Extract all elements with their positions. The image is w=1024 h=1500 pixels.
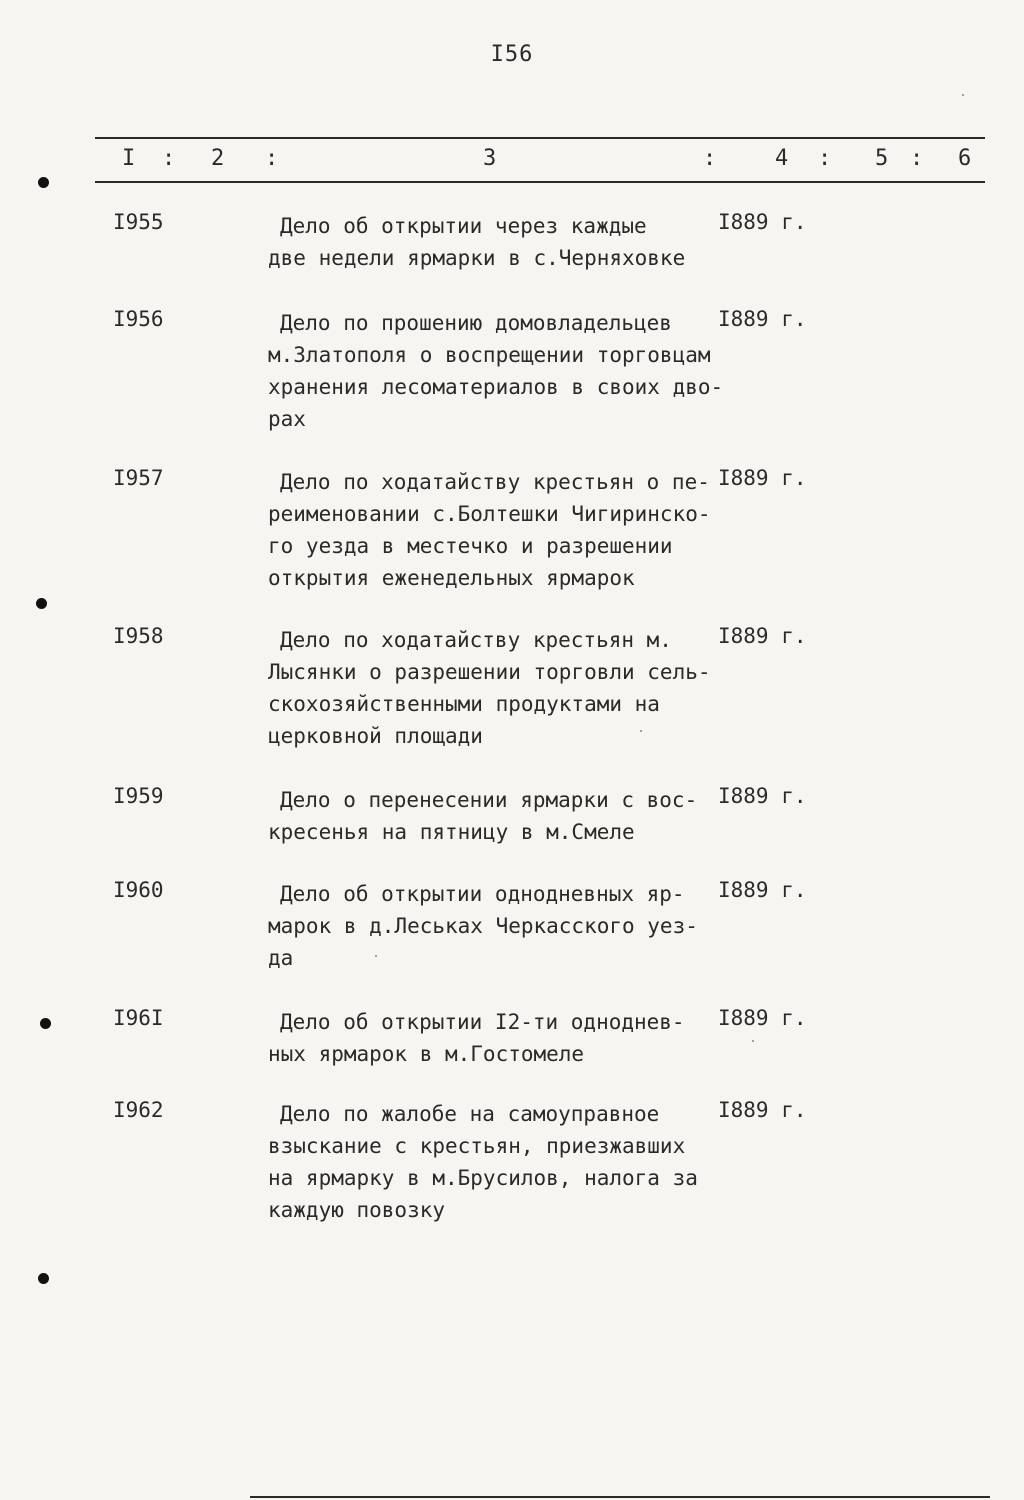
- entry-description: [268, 1098, 728, 1226]
- entry-year: I889 г.: [718, 210, 807, 234]
- description-line: открытия еженедельных ярмарок: [268, 566, 635, 590]
- description-line: реименовании с.Болтешки Чигиринско-: [268, 502, 711, 526]
- description-line: го уезда в местечко и разрешении: [268, 534, 673, 558]
- entry-year: I889 г.: [718, 1098, 807, 1122]
- column-separator: :: [818, 146, 832, 171]
- column-header-1: I: [122, 146, 136, 171]
- description-line: рах: [268, 407, 306, 431]
- entry-year: I889 г.: [718, 784, 807, 808]
- column-header-5: 5: [875, 146, 889, 171]
- column-separator: :: [162, 146, 176, 171]
- entry-number: I96I: [113, 1006, 164, 1030]
- column-header-3: 3: [483, 146, 497, 171]
- description-line: каждую повозку: [268, 1198, 446, 1222]
- entry-year: I889 г.: [718, 307, 807, 331]
- column-separator: :: [910, 146, 924, 171]
- scan-speck: [640, 730, 642, 732]
- description-line: взыскание с крестьян, приезжавших: [268, 1134, 686, 1158]
- description-line: Дело о перенесении ярмарки с вос-: [280, 788, 698, 812]
- column-header-2: 2: [211, 146, 225, 171]
- bottom-edge-rule: [250, 1496, 990, 1498]
- entry-number: I956: [113, 307, 164, 331]
- entry-number: I959: [113, 784, 164, 808]
- description-line: да: [268, 946, 294, 970]
- entry-year: I889 г.: [718, 878, 807, 902]
- scan-speck: [962, 94, 964, 96]
- entry-number: I962: [113, 1098, 164, 1122]
- description-line: Дело об открытии через каждые: [280, 214, 647, 238]
- entry-description: [268, 878, 728, 974]
- page-number: I56: [490, 42, 534, 67]
- description-line: на ярмарку в м.Брусилов, налога за: [268, 1166, 698, 1190]
- column-header-4: 4: [775, 146, 789, 171]
- description-line: Дело по ходатайству крестьян о пе-: [280, 470, 710, 494]
- description-line: Дело по прошению домовладельцев: [280, 311, 672, 335]
- punch-hole: [40, 1018, 51, 1029]
- entry-number: I958: [113, 624, 164, 648]
- entry-description: [268, 307, 728, 435]
- entry-number: I955: [113, 210, 164, 234]
- description-line: марок в д.Леськах Черкасского уез-: [268, 914, 698, 938]
- description-line: ных ярмарок в м.Гостомеле: [268, 1042, 585, 1066]
- scan-speck: [375, 955, 377, 957]
- description-line: м.Златополя о воспрещении торговцам: [268, 343, 711, 367]
- table-top-rule: [95, 137, 985, 139]
- column-separator: :: [703, 146, 717, 171]
- punch-hole: [36, 598, 47, 609]
- entry-description: [268, 210, 728, 274]
- entry-year: I889 г.: [718, 624, 807, 648]
- description-line: Дело по ходатайству крестьян м.: [280, 628, 672, 652]
- description-line: Лысянки о разрешении торговли сель-: [268, 660, 711, 684]
- description-line: церковной площади: [268, 724, 483, 748]
- column-separator: :: [265, 146, 279, 171]
- entry-description: [268, 1006, 728, 1070]
- description-line: кресенья на пятницу в м.Смеле: [268, 820, 635, 844]
- description-line: Дело об открытии однодневных яр-: [280, 882, 685, 906]
- punch-hole: [38, 1273, 49, 1284]
- entry-number: I957: [113, 466, 164, 490]
- description-line: две недели ярмарки в с.Черняховке: [268, 246, 686, 270]
- table-header-rule: [95, 181, 985, 183]
- description-line: хранения лесоматериалов в своих дво-: [268, 375, 724, 399]
- entry-description: [268, 466, 728, 594]
- punch-hole: [38, 177, 49, 188]
- entry-description: [268, 624, 728, 752]
- description-line: Дело об открытии I2-ти одноднев-: [280, 1010, 685, 1034]
- column-header-6: 6: [958, 146, 972, 171]
- entry-description: [268, 784, 728, 848]
- entry-year: I889 г.: [718, 466, 807, 490]
- entry-year: I889 г.: [718, 1006, 807, 1030]
- scan-speck: [752, 1040, 754, 1042]
- entry-number: I960: [113, 878, 164, 902]
- description-line: скохозяйственными продуктами на: [268, 692, 660, 716]
- description-line: Дело по жалобе на самоуправное: [280, 1102, 660, 1126]
